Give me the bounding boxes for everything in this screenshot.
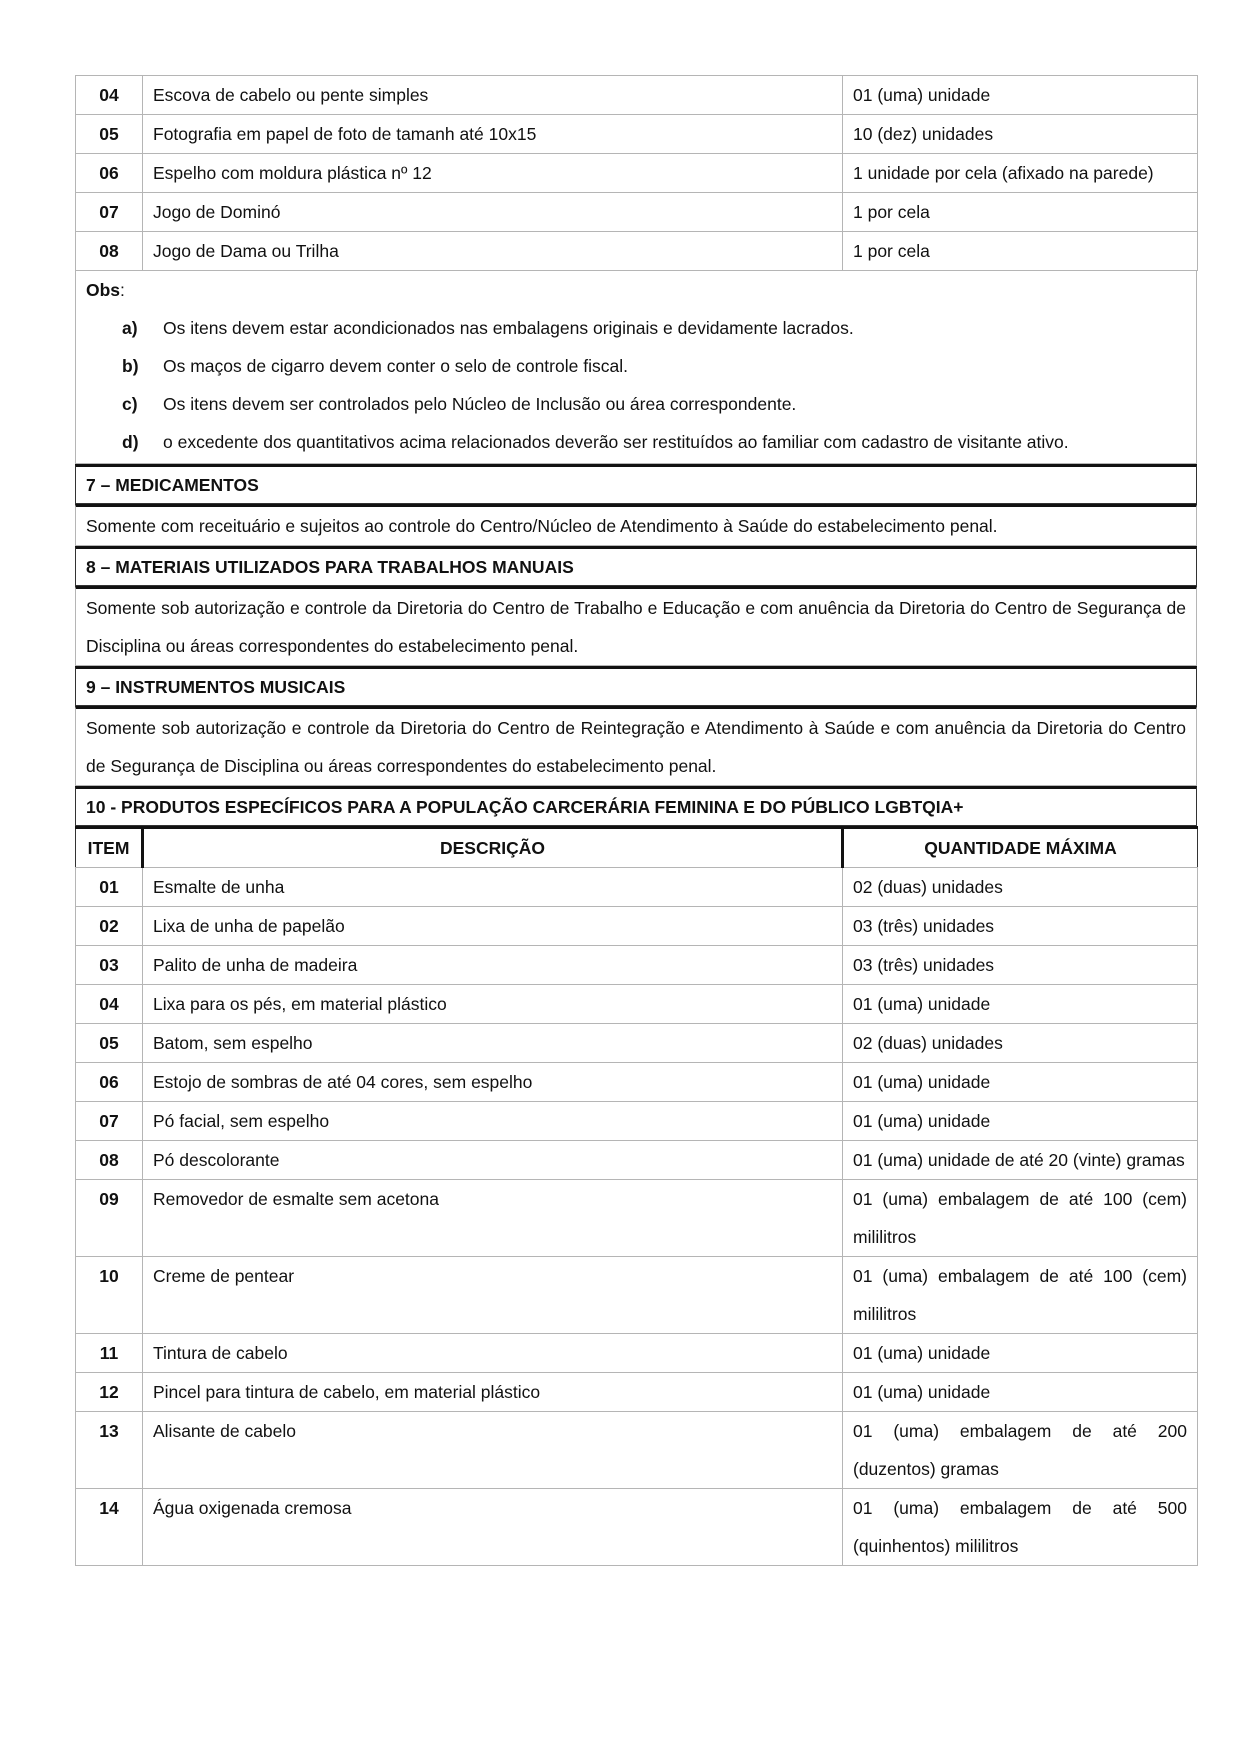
observations-box [75, 271, 1197, 464]
table-row [76, 154, 1198, 193]
table-row [76, 232, 1198, 271]
item-description: Escova de cabelo ou pente simples [143, 76, 843, 115]
item-quantity: 01 (uma) unidade de até 20 (vinte) gramas [843, 1141, 1198, 1180]
item-quantity: 1 por cela [843, 193, 1198, 232]
item-description: Creme de pentear [143, 1257, 843, 1334]
table-row [76, 907, 1198, 946]
header-descricao: DESCRIÇÃO [143, 828, 843, 868]
item-quantity: 1 unidade por cela (afixado na parede) [843, 154, 1198, 193]
list-item: b) Os maços de cigarro devem conter o selo de controle fiscal. [122, 356, 628, 376]
item-description: Estojo de sombras de até 04 cores, sem espelho [143, 1063, 843, 1102]
item-quantity: 02 (duas) unidades [843, 1024, 1198, 1063]
table-row [76, 1180, 1198, 1257]
table-row [76, 1257, 1198, 1334]
item-description: Pó facial, sem espelho [143, 1102, 843, 1141]
item-description: Espelho com moldura plástica nº 12 [143, 154, 843, 193]
item-quantity: 01 (uma) unidade [843, 985, 1198, 1024]
item-quantity: 01 (uma) embalagem de até 100 (cem) mililitros [843, 1257, 1198, 1334]
items-table-bottom [75, 826, 1198, 1566]
item-description: Pincel para tintura de cabelo, em material plástico [143, 1373, 843, 1412]
table-row [76, 868, 1198, 907]
list-item: c) Os itens devem ser controlados pelo Núcleo de Inclusão ou área correspondente. [122, 394, 797, 414]
item-description: Lixa de unha de papelão [143, 907, 843, 946]
table-row [76, 115, 1198, 154]
item-quantity: 01 (uma) unidade [843, 1063, 1198, 1102]
item-quantity: 01 (uma) unidade [843, 1102, 1198, 1141]
table-row [76, 985, 1198, 1024]
table-row [76, 1412, 1198, 1489]
list-item: d) o excedente dos quantitativos acima relacionados deverão ser restituídos ao familiar com cadastro de visitante ativo. [122, 432, 1069, 452]
section-body-medicamentos: Somente com receituário e sujeitos ao controle do Centro/Núcleo de Atendimento à Saúde do estabelecimento penal. [75, 504, 1197, 546]
item-number: 08 [76, 232, 143, 271]
table-row [76, 1063, 1198, 1102]
item-quantity: 01 (uma) embalagem de até 200 (duzentos) gramas [843, 1412, 1198, 1489]
table-row [76, 193, 1198, 232]
item-quantity: 01 (uma) unidade [843, 76, 1198, 115]
section-body-instrumentos-musicais: Somente sob autorização e controle da Diretoria do Centro de Reintegração e Atendimento à Saúde e com anuência da Diretoria do Centro de Segurança de Disciplina ou áreas correspondentes do estabelecimento penal. [75, 706, 1197, 786]
section-title-produtos-especificos: 10 - PRODUTOS ESPECÍFICOS PARA A POPULAÇÃO CARCERÁRIA FEMININA E DO PÚBLICO LGBTQIA+ [75, 786, 1197, 826]
item-quantity: 1 por cela [843, 232, 1198, 271]
item-description: Jogo de Dominó [143, 193, 843, 232]
item-description: Lixa para os pés, em material plástico [143, 985, 843, 1024]
table-row [76, 1373, 1198, 1412]
item-number: 04 [76, 985, 143, 1024]
table-row [76, 946, 1198, 985]
item-number: 08 [76, 1141, 143, 1180]
item-description: Fotografia em papel de foto de tamanh até 10x15 [143, 115, 843, 154]
item-description: Tintura de cabelo [143, 1334, 843, 1373]
item-number: 06 [76, 1063, 143, 1102]
table-row [76, 1102, 1198, 1141]
table-header-row [76, 828, 1198, 868]
table-row [76, 1024, 1198, 1063]
header-item: ITEM [76, 828, 143, 868]
item-number: 11 [76, 1334, 143, 1373]
section-body-trabalhos-manuais: Somente sob autorização e controle da Diretoria do Centro de Trabalho e Educação e com anuência da Diretoria do Centro de Segurança de Disciplina ou áreas correspondentes do estabelecimento penal. [75, 586, 1197, 666]
section-title-medicamentos: 7 – MEDICAMENTOS [75, 464, 1197, 504]
item-number: 07 [76, 193, 143, 232]
document-page [75, 75, 1197, 1566]
observations-list [86, 309, 1186, 461]
item-description: Esmalte de unha [143, 868, 843, 907]
item-quantity: 01 (uma) embalagem de até 500 (quinhentos) mililitros [843, 1489, 1198, 1566]
item-number: 13 [76, 1412, 143, 1489]
item-number: 12 [76, 1373, 143, 1412]
item-quantity: 02 (duas) unidades [843, 868, 1198, 907]
item-number: 05 [76, 115, 143, 154]
item-description: Jogo de Dama ou Trilha [143, 232, 843, 271]
item-number: 03 [76, 946, 143, 985]
section-title-instrumentos-musicais: 9 – INSTRUMENTOS MUSICAIS [75, 666, 1197, 706]
item-number: 01 [76, 868, 143, 907]
header-quantidade: QUANTIDADE MÁXIMA [843, 828, 1198, 868]
item-quantity: 01 (uma) embalagem de até 100 (cem) mililitros [843, 1180, 1198, 1257]
table-row [76, 1334, 1198, 1373]
item-number: 10 [76, 1257, 143, 1334]
list-item: a) Os itens devem estar acondicionados nas embalagens originais e devidamente lacrados. [122, 318, 854, 338]
item-number: 14 [76, 1489, 143, 1566]
item-quantity: 01 (uma) unidade [843, 1373, 1198, 1412]
section-title-trabalhos-manuais: 8 – MATERIAIS UTILIZADOS PARA TRABALHOS MANUAIS [75, 546, 1197, 586]
item-description: Pó descolorante [143, 1141, 843, 1180]
item-number: 06 [76, 154, 143, 193]
item-number: 02 [76, 907, 143, 946]
item-number: 04 [76, 76, 143, 115]
item-quantity: 03 (três) unidades [843, 946, 1198, 985]
item-description: Alisante de cabelo [143, 1412, 843, 1489]
item-description: Removedor de esmalte sem acetona [143, 1180, 843, 1257]
item-quantity: 03 (três) unidades [843, 907, 1198, 946]
item-quantity: 01 (uma) unidade [843, 1334, 1198, 1373]
item-quantity: 10 (dez) unidades [843, 115, 1198, 154]
item-number: 07 [76, 1102, 143, 1141]
item-description: Água oxigenada cremosa [143, 1489, 843, 1566]
observations-heading: Obs: [86, 280, 125, 300]
item-description: Batom, sem espelho [143, 1024, 843, 1063]
table-row [76, 76, 1198, 115]
item-description: Palito de unha de madeira [143, 946, 843, 985]
item-number: 05 [76, 1024, 143, 1063]
item-number: 09 [76, 1180, 143, 1257]
table-row [76, 1489, 1198, 1566]
table-row [76, 1141, 1198, 1180]
items-table-top [75, 75, 1198, 271]
